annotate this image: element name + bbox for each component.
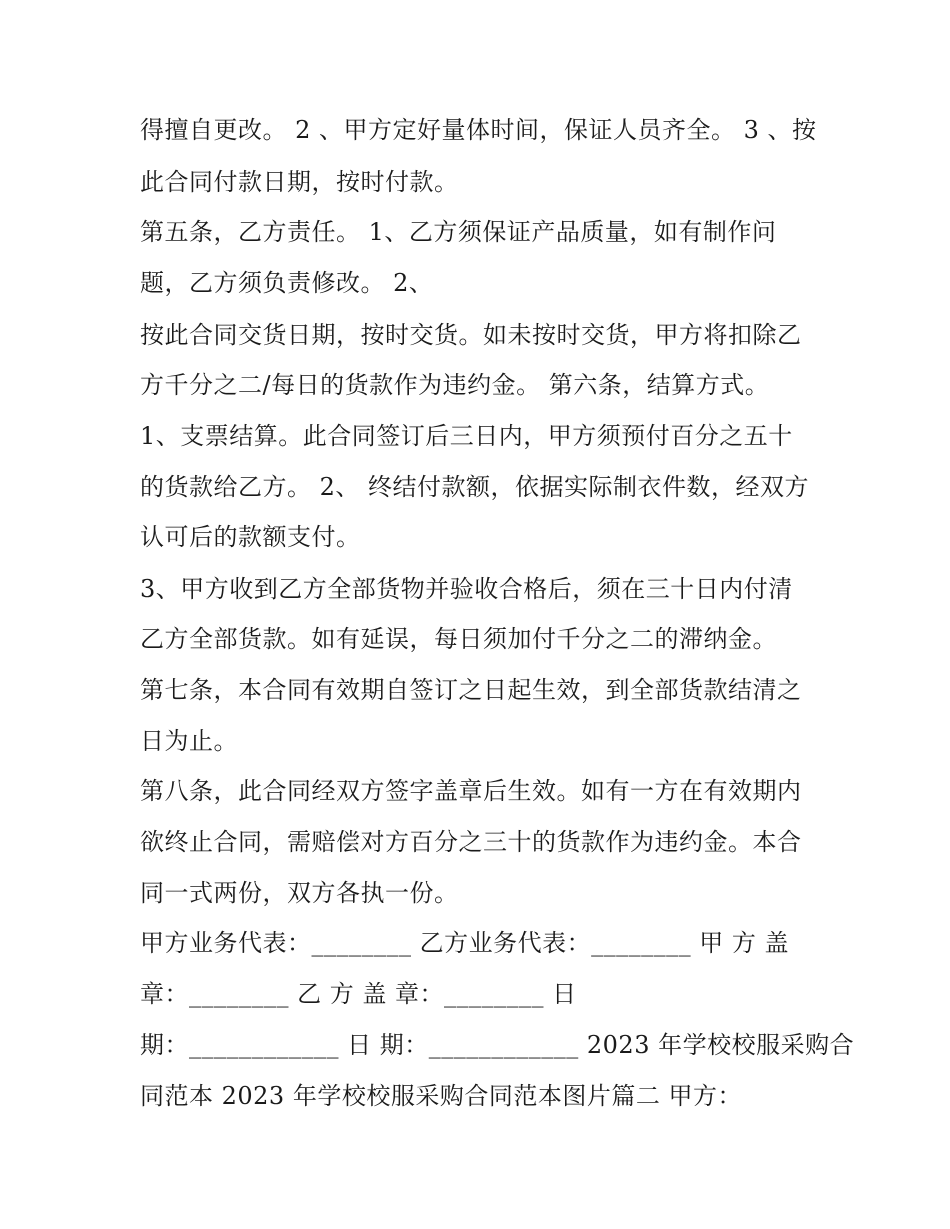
text-line: 欲终止合同，需赔偿对方百分之三十的货款作为违约金。本合 (140, 828, 802, 856)
text-line: 按此合同交货日期，按时交货。如未按时交货，甲方将扣除乙 (140, 321, 802, 349)
text-line: 3、甲方收到乙方全部货物并验收合格后，须在三十日内付清 (140, 575, 793, 603)
text-line: 此合同付款日期，按时付款。 (140, 168, 459, 196)
text-line: 第五条，乙方责任。 1、乙方须保证产品质量，如有制作问 (140, 218, 777, 246)
text-line: 乙方全部货款。如有延误，每日须加付千分之二的滞纳金。 (140, 625, 777, 653)
text-line: 的货款给乙方。 2、 终结付款额，依据实际制衣件数，经双方 (140, 473, 810, 501)
text-line: 方千分之二/每日的货款作为违约金。 第六条，结算方式。 (140, 371, 770, 399)
signature-line: 章：________ 乙 方 盖 章：________ 日 (140, 980, 577, 1008)
text-line: 1、支票结算。此合同签订后三日内，甲方须预付百分之五十 (140, 422, 793, 450)
date-line: 期：____________ 日 期：____________ 2023 年学校校服采购合 (140, 1031, 855, 1059)
text-line: 第八条，此合同经双方签字盖章后生效。如有一方在有效期内 (140, 777, 802, 805)
text-line: 题，乙方须负责修改。 2、 (140, 269, 434, 297)
text-line: 日为止。 (140, 727, 238, 755)
text-line: 同一式两份，双方各执一份。 (140, 879, 459, 907)
text-line: 认可后的款额支付。 (140, 523, 361, 551)
signature-line: 甲方业务代表：________ 乙方业务代表：________ 甲 方 盖 (140, 929, 790, 957)
text-line: 得擅自更改。 2 、甲方定好量体时间，保证人员齐全。 3 、按 (140, 116, 817, 144)
text-line: 第七条，本合同有效期自签订之日起生效，到全部货款结清之 (140, 676, 802, 704)
text-line: 同范本 2023 年学校校服采购合同范本图片篇二 甲方： (140, 1082, 742, 1110)
